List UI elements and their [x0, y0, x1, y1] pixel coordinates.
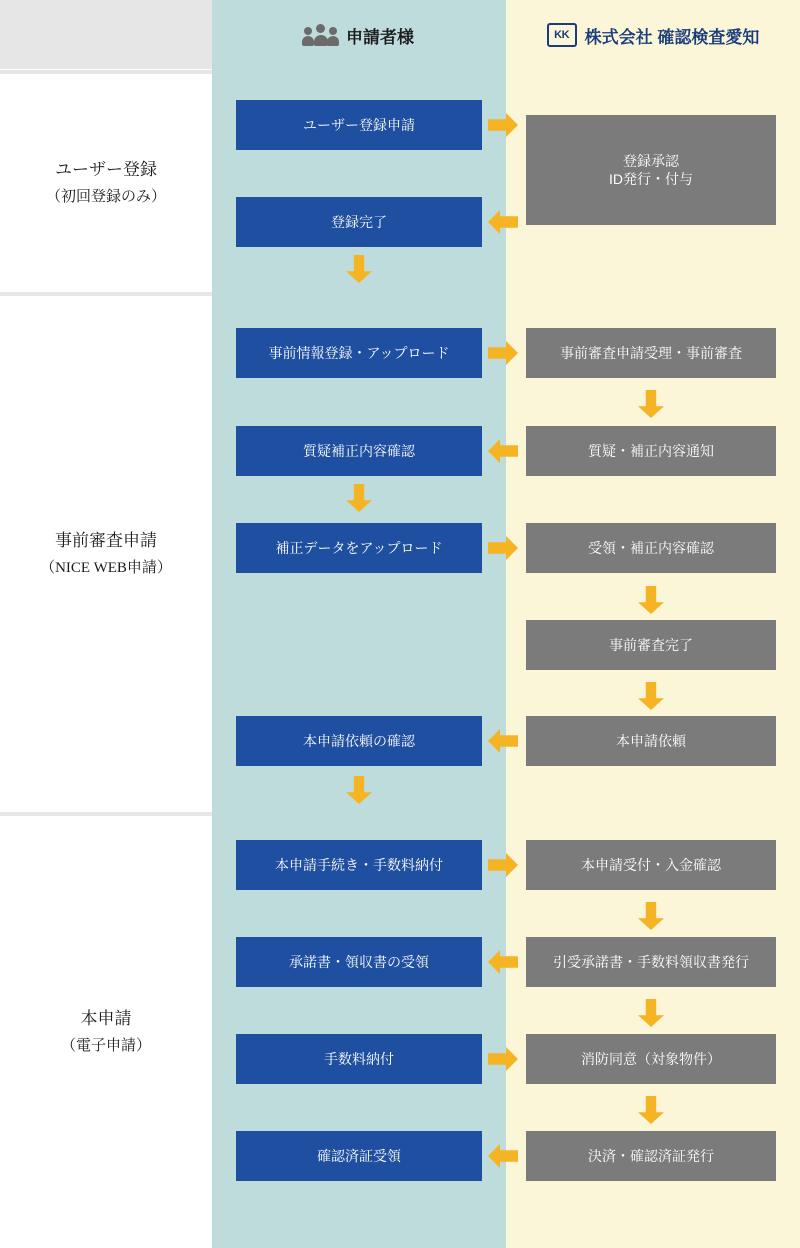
applicant-step-6[interactable]: 本申請手続き・手数料納付 [236, 840, 482, 890]
stage-subtitle-0: （初回登録のみ） [45, 188, 166, 205]
stage-title-2: 本申請 [80, 1008, 132, 1028]
applicant-step-2[interactable]: 事前情報登録・アップロード [236, 328, 482, 378]
stage-cell-user-registration [0, 70, 212, 292]
stage-cell-main-application [0, 812, 212, 1248]
applicant-step-1[interactable]: 登録完了 [236, 197, 482, 247]
company-step-6[interactable]: 本申請受付・入金確認 [526, 840, 776, 890]
company-step-1[interactable]: 事前審査申請受理・事前審査 [526, 328, 776, 378]
diagram-header-row [0, 0, 800, 70]
kk-logo-icon: KK [547, 23, 577, 47]
applicant-step-9[interactable]: 確認済証受領 [236, 1131, 482, 1181]
company-step-3[interactable]: 受領・補正内容確認 [526, 523, 776, 573]
company-step-8[interactable]: 消防同意（対象物件） [526, 1034, 776, 1084]
applicant-step-4[interactable]: 補正データをアップロード [236, 523, 482, 573]
header-applicant-label: 申請者様 [346, 27, 414, 47]
company-step-9[interactable]: 決済・確認済証発行 [526, 1131, 776, 1181]
company-step-7[interactable]: 引受承諾書・手数料領収書発行 [526, 937, 776, 987]
applicant-step-5[interactable]: 本申請依頼の確認 [236, 716, 482, 766]
header-applicant-cell [212, 0, 506, 70]
stage-cell-pre-review [0, 292, 212, 812]
stage-title-0: ユーザー登録 [55, 159, 157, 179]
applicant-step-3[interactable]: 質疑補正内容確認 [236, 426, 482, 476]
header-stage-cell [0, 0, 212, 70]
company-step-5[interactable]: 本申請依頼 [526, 716, 776, 766]
company-step-2[interactable]: 質疑・補正内容通知 [526, 426, 776, 476]
company-step-4[interactable]: 事前審査完了 [526, 620, 776, 670]
header-company-cell [506, 0, 800, 70]
header-company-label: 株式会社 確認検査愛知 [584, 27, 760, 47]
applicant-step-0[interactable]: ユーザー登録申請 [236, 100, 482, 150]
applicant-step-8[interactable]: 手数料納付 [236, 1034, 482, 1084]
stage-subtitle-1: （NICE WEB申請） [40, 559, 172, 576]
company-step-0-line2: ID発行・付与 [609, 171, 693, 187]
company-step-0-line1: 登録承認 [623, 152, 679, 169]
applicant-step-7[interactable]: 承諾書・領収書の受領 [236, 937, 482, 987]
company-step-0[interactable] [526, 115, 776, 225]
stage-subtitle-2: （電子申請） [60, 1037, 151, 1054]
people-icon [304, 24, 338, 46]
stage-title-1: 事前審査申請 [55, 530, 157, 550]
